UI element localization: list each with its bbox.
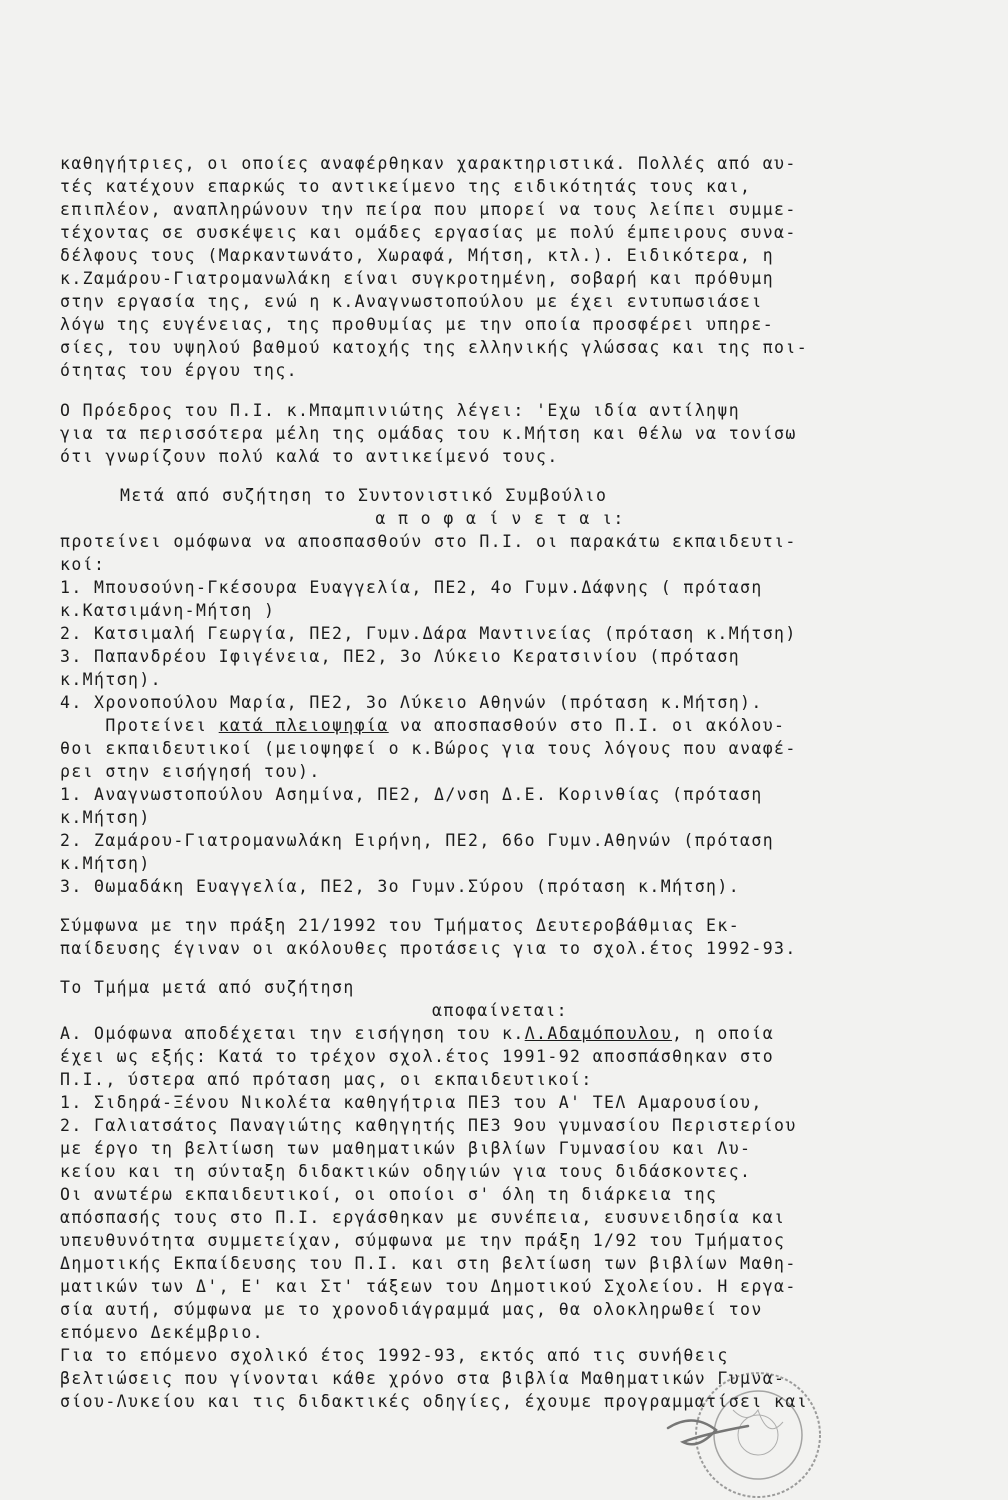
decision-heading: Μετά από συζήτηση το Συντονιστικό Συμβούλιο	[120, 486, 608, 505]
decision-heading: Το Τμήμα μετά από συζήτηση	[60, 978, 355, 997]
list-item: 1. Αναγνωστοπούλου Ασημίνα, ΠΕ2, Δ/νση Δ.Ε. Κορινθίας (πρόταση	[60, 785, 763, 804]
list-item: 4. Χρονοπούλου Μαρία, ΠΕ2, 3ο Λύκειο Αθηνών (πρόταση κ.Μήτση).	[60, 693, 763, 712]
text-line: σία αυτή, σύμφωνα με το χρονοδιάγραμμά μας, θα ολοκληρωθεί τον	[60, 1300, 763, 1319]
list-item: 2. Κατσιμαλή Γεωργία, ΠΕ2, Γυμν.Δάρα Μαντινείας (πρόταση κ.Μήτση)	[60, 624, 797, 643]
text-line: Για το επόμενο σχολικό έτος 1992-93, εκτός από τις συνήθεις	[60, 1346, 729, 1365]
decision-verb: αποφαίνεται:	[431, 1001, 568, 1020]
text-line: τέχοντας σε συσκέψεις και ομάδες εργασίας με πολύ έμπειρους συνα-	[60, 223, 797, 242]
list-item: 2. Γαλιατσάτος Παναγιώτης καθηγητής ΠΕ3 9ου γυμνασίου Περιστερίου	[60, 1116, 797, 1135]
text-line: θοι εκπαιδευτικοί (μειοψηφεί ο κ.Βώρος για τους λόγους που αναφέ-	[60, 739, 797, 758]
text-line: παίδευσης έγιναν οι ακόλουθες προτάσεις για το σχολ.έτος 1992-93.	[60, 939, 797, 958]
list-item: 3. Παπανδρέου Ιφιγένεια, ΠΕ2, 3ο Λύκειο Κερατσινίου (πρόταση	[60, 647, 741, 666]
text-line: επόμενο Δεκέμβριο.	[60, 1323, 265, 1342]
majority-suffix: να αποσπασθούν στο Π.Ι. οι ακόλου-	[388, 716, 786, 735]
text-line: σίου-Λυκείου και τις διδακτικές οδηγίες, έχουμε προγραμματίσει και	[60, 1392, 809, 1411]
text-line: Π.Ι., ύστερα από πρόταση μας, οι εκπαιδευτικοί:	[60, 1070, 593, 1089]
list-item: κ.Μήτση)	[60, 854, 151, 873]
majority-prefix: Προτείνει	[60, 716, 219, 735]
list-item: 2. Ζαμάρου-Γιατρομανωλάκη Ειρήνη, ΠΕ2, 66ο Γυμν.Αθηνών (πρόταση	[60, 831, 775, 850]
text-line: κ.Ζαμάρου-Γιατρομανωλάκη είναι συγκροτημένη, σοβαρή και πρόθυμη	[60, 269, 775, 288]
item-a-prefix: Α. Ομόφωνα αποδέχεται την εισήγηση του κ.	[60, 1024, 525, 1043]
text-line: στην εργασία της, ενώ η κ.Αναγνωστοπούλου με έχει εντυπωσιάσει	[60, 292, 763, 311]
text-line: Οι ανωτέρω εκπαιδευτικοί, οι οποίοι σ' όλη τη διάρκεια της	[60, 1185, 718, 1204]
text-line: τές κατέχουν επαρκώς το αντικείμενο της ειδικότητάς τους και,	[60, 177, 752, 196]
text-line: Σύμφωνα με την πράξη 21/1992 του Τμήματος Δευτεροβάθμιας Εκ-	[60, 916, 741, 935]
text-line: απόσπασής τους στο Π.Ι. εργάσθηκαν με συνέπεια, ευσυνειδησία και	[60, 1208, 786, 1227]
decision-verb: α π ο φ α ί ν ε τ α ι:	[375, 509, 625, 528]
text-line: ότητας του έργου της.	[60, 361, 299, 380]
list-item: κ.Κατσιμάνη-Μήτση )	[60, 601, 276, 620]
stamp-seal-icon	[638, 1350, 828, 1500]
list-item: 3. Θωμαδάκη Ευαγγελία, ΠΕ2, 3ο Γυμν.Σύρου (πρόταση κ.Μήτση).	[60, 877, 741, 896]
item-a-suffix: , η οποία	[672, 1024, 775, 1043]
text-line: ρει στην εισήγησή του).	[60, 762, 321, 781]
text-line: σίες, του υψηλού βαθμού κατοχής της ελληνικής γλώσσας και της ποι-	[60, 338, 809, 357]
list-item: κ.Μήτση).	[60, 670, 163, 689]
majority-line	[60, 716, 940, 735]
majority-underlined: κατά πλειοψηφία	[218, 716, 389, 735]
list-item: 1. Μπουσούνη-Γκέσουρα Ευαγγελία, ΠΕ2, 4ο Γυμν.Δάφνης ( πρόταση	[60, 578, 763, 597]
list-item: 1. Σιδηρά-Ξένου Νικολέτα καθηγήτρια ΠΕ3 του Α' ΤΕΛ Αμαρουσίου,	[60, 1093, 763, 1112]
text-line: υπευθυνότητα συμμετείχαν, σύμφωνα με την πράξη 1/92 του Τμήματος	[60, 1231, 786, 1250]
text-line: βελτιώσεις που γίνονται κάθε χρόνο στα βιβλία Μαθηματικών Γυμνα-	[60, 1369, 786, 1388]
item-a-underlined: Λ.Αδαμόπουλου	[524, 1024, 673, 1043]
text-line: καθηγήτριες, οι οποίες αναφέρθηκαν χαρακτηριστικά. Πολλές από αυ-	[60, 154, 797, 173]
text-line: λόγω της ευγένειας, της προθυμίας με την οποία προσφέρει υπηρε-	[60, 315, 775, 334]
item-a-line	[60, 1024, 940, 1043]
text-line: Ο Πρόεδρος του Π.Ι. κ.Μπαμπινιώτης λέγει: 'Εχω ιδία αντίληψη	[60, 401, 741, 420]
text-line: για τα περισσότερα μέλη της ομάδας του κ.Μήτση και θέλω να τονίσω	[60, 424, 797, 443]
list-item: κείου και τη σύνταξη διδακτικών οδηγιών για τους διδάσκοντες.	[60, 1162, 752, 1181]
text-line: κοί:	[60, 555, 106, 574]
text-line: έχει ως εξής: Κατά το τρέχον σχολ.έτος 1991-92 αποσπάσθηκαν στο	[60, 1047, 775, 1066]
list-item: με έργο τη βελτίωση των μαθηματικών βιβλίων Γυμνασίου και Λυ-	[60, 1139, 752, 1158]
text-line: προτείνει ομόφωνα να αποσπασθούν στο Π.Ι. οι παρακάτω εκπαιδευτι-	[60, 532, 797, 551]
list-item: κ.Μήτση)	[60, 808, 151, 827]
text-line: ματικών των Δ', Ε' και Στ' τάξεων του Δημοτικού Σχολείου. Η εργα-	[60, 1277, 797, 1296]
text-line: δέλφους τους (Μαρκαντωνάτο, Χωραφά, Μήτση, κτλ.). Ειδικότερα, η	[60, 246, 775, 265]
text-line: Δημοτικής Εκπαίδευσης του Π.Ι. και στη βελτίωση των βιβλίων Μαθη-	[60, 1254, 797, 1273]
text-line: ότι γνωρίζουν πολύ καλά το αντικείμενό τους.	[60, 447, 559, 466]
text-line: επιπλέον, αναπληρώνουν την πείρα που μπορεί να τους λείπει συμμε-	[60, 200, 797, 219]
